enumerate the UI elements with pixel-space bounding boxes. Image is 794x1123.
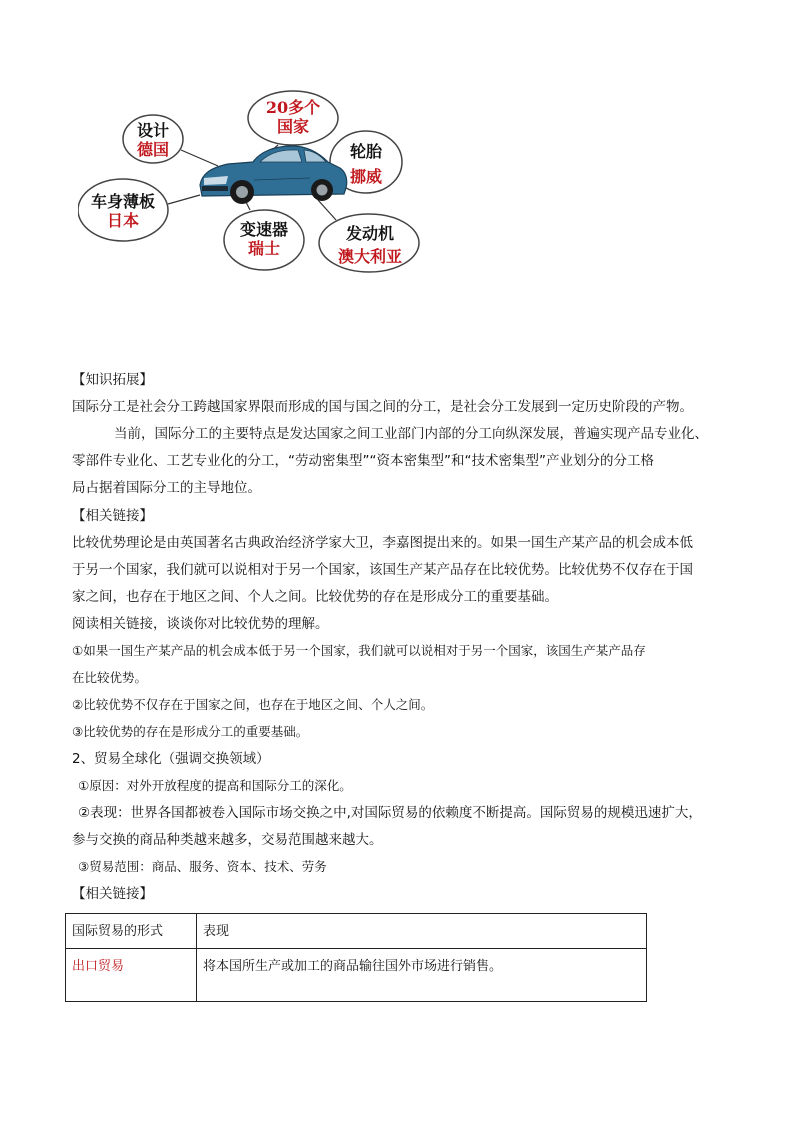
table-header-cell: 表现	[197, 914, 647, 949]
related-link-paragraph: 家之间，也存在于地区之间、个人之间。比较优势的存在是形成分工的重要基础。	[72, 589, 558, 605]
trade-performance: ②表现：世界各国都被卷入国际市场交换之中,对国际贸易的依赖度不断提高。国际贸易的规模迅速扩大，	[78, 805, 702, 821]
bubble-country: 澳大利亚	[337, 247, 402, 266]
bubble-label: 20多个	[265, 98, 321, 117]
bubble-label: 轮胎	[349, 142, 382, 161]
trade-cause: ①原因：对外开放程度的提高和国际分工的深化。	[78, 778, 352, 793]
bubble-country: 德国	[136, 140, 169, 159]
bubble-countries-text	[253, 98, 333, 136]
trade-scope: ③贸易范围：商品、服务、资本、技术、劳务	[78, 859, 327, 874]
table-cell: 将本国所生产或加工的商品输往国外市场进行销售。	[197, 949, 647, 1002]
answer-item: ①如果一国生产某产品的机会成本低于另一个国家，我们就可以说相对于另一个国家，该国生产某产品存	[72, 643, 646, 658]
connector	[181, 150, 218, 166]
knowledge-paragraph: 当前，国际分工的主要特点是发达国家之间工业部门内部的分工向纵深发展，普遍实现产品专业化、	[114, 426, 708, 442]
bubble-country: 瑞士	[247, 239, 280, 258]
bubble-tires-text	[336, 142, 396, 186]
connector	[318, 200, 336, 220]
table-header-cell: 国际贸易的形式	[66, 914, 197, 949]
trade-performance: 参与交换的商品种类越来越多，交易范围越来越大。	[72, 832, 383, 848]
bubble-label: 设计	[136, 121, 169, 140]
answer-item: 在比较优势。	[72, 670, 148, 685]
related-link-title: 【相关链接】	[72, 508, 153, 524]
bubble-design-text	[131, 121, 175, 159]
bubble-country: 挪威	[349, 167, 382, 186]
bubble-gearbox-text	[228, 220, 300, 258]
knowledge-paragraph: 零部件专业化、工艺专业化的分工，“劳动密集型”“资本密集型”和“技术密集型”产业划分的分工格	[72, 453, 654, 469]
knowledge-paragraph: 局占据着国际分工的主导地位。	[72, 480, 261, 496]
bubble-country: 国家	[276, 117, 309, 136]
reading-prompt: 阅读相关链接，谈谈你对比较优势的理解。	[72, 616, 329, 632]
car-illustration	[200, 146, 347, 204]
table-row	[66, 949, 647, 1002]
table-header-row	[66, 914, 647, 949]
bubble-country: 日本	[106, 211, 139, 230]
trade-forms-table	[65, 913, 647, 1002]
related-link-paragraph: 比较优势理论是由英国著名古典政治经济学家大卫，李嘉图提出来的。如果一国生产某产品的机会成本低	[72, 535, 693, 551]
related-link-title: 【相关链接】	[72, 886, 153, 902]
bubble-label: 车身薄板	[90, 192, 155, 211]
answer-item: ②比较优势不仅存在于国家之间，也存在于地区之间、个人之间。	[72, 697, 434, 712]
bubble-label: 发动机	[345, 224, 394, 243]
knowledge-paragraph: 国际分工是社会分工跨越国家界限而形成的国与国之间的分工，是社会分工发展到一定历史阶段的产物。	[72, 399, 693, 415]
car-parts-figure	[78, 88, 428, 288]
knowledge-title: 【知识拓展】	[72, 372, 153, 388]
section-heading-trade: 2、贸易全球化（强调交换领域）	[72, 751, 270, 767]
related-link-paragraph: 于另一个国家，我们就可以说相对于另一个国家，该国生产某产品存在比较优势。比较优势不仅存在于国	[72, 562, 693, 578]
connector	[168, 195, 200, 204]
bubble-engine-text	[325, 224, 415, 266]
answer-item: ③比较优势的存在是形成分工的重要基础。	[72, 724, 309, 739]
connector	[246, 202, 250, 210]
table-cell: 出口贸易	[66, 949, 197, 1002]
bubble-body-panel-text	[82, 192, 164, 230]
bubble-label: 变速器	[239, 220, 288, 239]
